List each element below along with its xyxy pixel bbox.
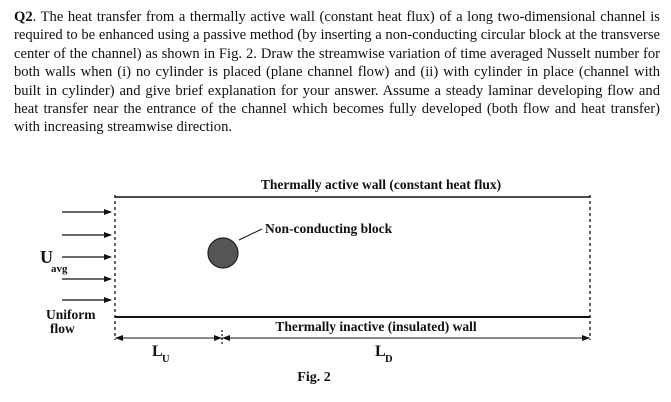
block-label: Non-conducting block bbox=[265, 221, 393, 236]
upstream-dimension-arrow-right bbox=[214, 335, 222, 341]
inflow-label-line2: flow bbox=[50, 321, 75, 336]
block-leader-line bbox=[239, 229, 262, 240]
non-conducting-block bbox=[208, 238, 238, 268]
question-body: . The heat transfer from a thermally active wall (constant heat flux) of a long two-dimensional channel is required to be enhanced using a passive method (by inserting a non-conducting circular block at the transverse center of the channel) as shown in Fig. 2. Draw the streamwise variation of time averaged Nusselt number for both walls when (i) no cylinder is placed (plane channel flow) and (ii) with cylinder in place (channel with built in cylinder) and give brief explanation for your answer. Assume a steady laminar developing flow and heat transfer near the entrance of the channel which becomes fully developed (both flow and heat transfer) with increasing streamwise direction. bbox=[14, 9, 660, 136]
upstream-dimension-arrow-left bbox=[115, 335, 123, 341]
bottom-wall-label: Thermally inactive (insulated) wall bbox=[275, 319, 477, 334]
top-wall-label: Thermally active wall (constant heat flux) bbox=[260, 177, 502, 192]
inlet-velocity-subscript: avg bbox=[51, 263, 68, 275]
downstream-dimension-arrow-right bbox=[582, 335, 590, 341]
downstream-dimension-arrow-left bbox=[222, 335, 230, 341]
downstream-length-subscript: D bbox=[385, 354, 393, 365]
question-label: Q2 bbox=[14, 9, 33, 25]
figure-caption: Fig. 2 bbox=[297, 370, 331, 385]
inflow-arrows bbox=[62, 212, 111, 300]
upstream-length-symbol: L bbox=[152, 343, 163, 360]
inflow-label-line1: Uniform bbox=[46, 307, 96, 322]
inlet-velocity-symbol: U bbox=[40, 247, 53, 267]
downstream-length-symbol: L bbox=[375, 343, 386, 360]
upstream-length-subscript: U bbox=[162, 354, 170, 365]
